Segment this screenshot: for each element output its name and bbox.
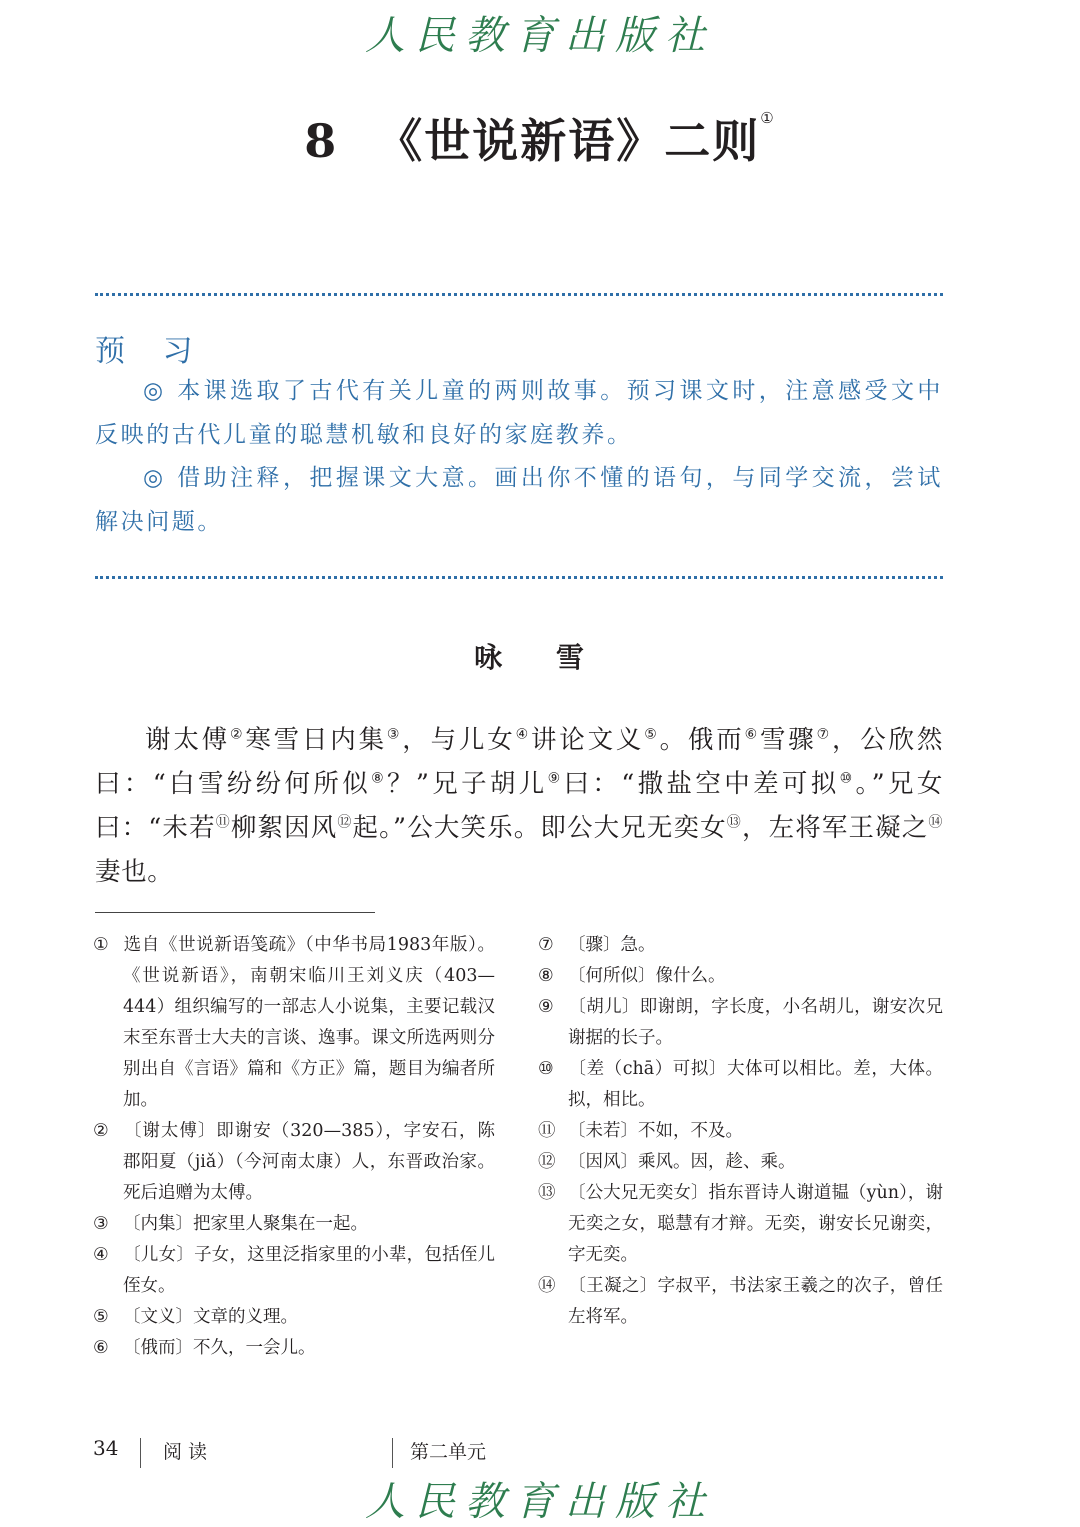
footnote-text: 〔王凝之〕字叔平，书法家王羲之的次子，曾任左将军。 (568, 1276, 943, 1327)
footnote (538, 1116, 943, 1147)
footnote (93, 1209, 495, 1240)
note-marker: ⑤ (644, 726, 660, 743)
main-passage (95, 718, 943, 894)
note-marker: ⑩ (839, 770, 856, 787)
footnotes-right (538, 930, 943, 1333)
footnote (93, 1240, 495, 1302)
footnote-number: ⑧ (538, 966, 554, 986)
passage-segment: ？”兄子胡儿 (386, 769, 548, 799)
note-marker: ⑪ (215, 814, 231, 831)
footnote-number: ⑪ (538, 1121, 556, 1141)
footnotes-left (93, 930, 495, 1364)
footnote-number: ⑨ (538, 997, 554, 1017)
passage-segment: 柳絮因风 (230, 813, 338, 843)
footnote (538, 1147, 943, 1178)
footnote-number: ② (93, 1121, 109, 1141)
note-marker: ③ (386, 726, 403, 743)
footnote-rule (95, 912, 375, 913)
footnote-text: 〔胡儿〕即谢朗，字长度，小名胡儿，谢安次兄谢据的长子。 (568, 997, 943, 1048)
footnote-text: 〔骤〕急。 (568, 935, 656, 955)
passage-segment: ，左将军王凝之 (741, 813, 929, 843)
footnote-number: ③ (93, 1214, 109, 1234)
note-marker: ⑭ (928, 814, 943, 831)
footnote-number: ⑦ (538, 935, 554, 955)
footnote-number: ⑫ (538, 1152, 556, 1172)
note-marker: ④ (515, 726, 531, 743)
footnote-text: 〔俄而〕不久，一会儿。 (123, 1338, 316, 1358)
footer-section: 阅读 (163, 1441, 214, 1463)
text-subtitle: 咏 雪 (474, 641, 606, 674)
footnote-text: 〔因风〕乘风。因，趁、乘。 (568, 1152, 796, 1172)
passage-segment: 讲论文义 (530, 725, 645, 755)
preview-item: ◎ 本课选取了古代有关儿童的两则故事。预习课文时，注意感受文中反映的古代儿童的聪慧机敏和良好的家庭教养。 (95, 378, 943, 448)
footnote (93, 1116, 495, 1209)
footnote (538, 1178, 943, 1271)
footnote-number: ⑤ (93, 1307, 109, 1327)
passage-segment: ，公欣然曰：“白雪纷纷何所似 (95, 725, 944, 799)
page-number: 34 (93, 1436, 119, 1460)
publisher-logo-bottom: 人民教育出版社 (365, 1479, 715, 1525)
publisher-logo-top: 人民教育出版社 (365, 13, 715, 59)
footnote (93, 1302, 495, 1333)
footer-divider (392, 1438, 393, 1468)
lesson-title-text: 《世说新语》二则 (376, 114, 761, 168)
footnote-number: ⑭ (538, 1276, 556, 1296)
note-marker: ⑧ (371, 770, 387, 787)
footer-unit: 第二单元 (410, 1441, 487, 1463)
preview-item: ◎ 借助注释，把握课文大意。画出你不懂的语句，与同学交流，尝试解决问题。 (95, 465, 943, 535)
footnote-text: 〔儿女〕子女，这里泛指家里的小辈，包括侄儿侄女。 (123, 1245, 495, 1296)
footnote-text: 〔差（chā）可拟〕大体可以相比。差，大体。拟，相比。 (568, 1059, 943, 1110)
footnote-number: ④ (93, 1245, 109, 1265)
footnote-number: ⑩ (538, 1059, 554, 1079)
footnote (538, 1271, 943, 1333)
footnote (538, 1054, 943, 1116)
passage-segment: 寒雪日内集 (245, 725, 387, 755)
footnote (538, 930, 943, 961)
lesson-note-mark: ① (760, 109, 776, 127)
footnote-text: 〔文义〕文章的义理。 (123, 1307, 298, 1327)
footer-divider (140, 1438, 141, 1468)
passage-segment: ，与儿女 (402, 725, 516, 755)
passage-segment: 谢太傅 (145, 725, 230, 755)
footnote-text: 〔内集〕把家里人聚集在一起。 (123, 1214, 368, 1234)
footnote (93, 1333, 495, 1364)
preview-heading: 预 习 (95, 334, 207, 369)
passage-segment: 。”兄女曰：“未若 (95, 769, 943, 843)
footnote-text: 〔何所似〕像什么。 (568, 966, 726, 986)
passage-segment: 。俄而 (659, 725, 745, 755)
dotted-divider-bottom (95, 576, 943, 579)
footnote-text: 〔谢太傅〕即谢安（320—385），字安石，陈郡阳夏（jiǎ）（今河南太康）人，东晋政治家。死后追赠为太傅。 (123, 1121, 495, 1203)
lesson-title (0, 105, 1080, 171)
footnote-number: ⑥ (93, 1338, 109, 1358)
note-marker: ⑫ (337, 814, 353, 831)
footnote-text: 〔未若〕不如，不及。 (568, 1121, 743, 1141)
footnote-text: 选自《世说新语笺疏》（中华书局1983年版）。《世说新语》，南朝宋临川王刘义庆（403—444）组织编写的一部志人小说集，主要记载汉末至东晋士大夫的言谈、逸事。课文所选两则分别出自《言语》篇和《方正》篇，题目为编者所加。 (123, 935, 495, 1110)
note-marker: ⑥ (744, 726, 760, 743)
passage-segment: 起。”公大笑乐。即公大兄无奕女 (352, 813, 727, 843)
passage-segment: 曰：“撒盐空中差可拟 (563, 769, 840, 799)
dotted-divider-top (95, 293, 943, 296)
footnote-number: ① (93, 935, 109, 955)
footnote-text: 〔公大兄无奕女〕指东晋诗人谢道韫（yùn），谢无奕之女，聪慧有才辩。无奕，谢安长兄谢奕，字无奕。 (568, 1183, 943, 1265)
footnote-number: ⑬ (538, 1183, 556, 1203)
preview-body (95, 370, 943, 544)
passage-segment: 妻也。 (95, 857, 174, 887)
note-marker: ② (229, 726, 246, 743)
passage-segment: 雪骤 (759, 725, 817, 755)
note-marker: ⑨ (547, 770, 564, 787)
footnote (93, 930, 495, 1116)
footnote (538, 992, 943, 1054)
note-marker: ⑦ (816, 726, 832, 743)
lesson-number: 8 (304, 114, 339, 168)
footnote (538, 961, 943, 992)
note-marker: ⑬ (726, 814, 742, 831)
